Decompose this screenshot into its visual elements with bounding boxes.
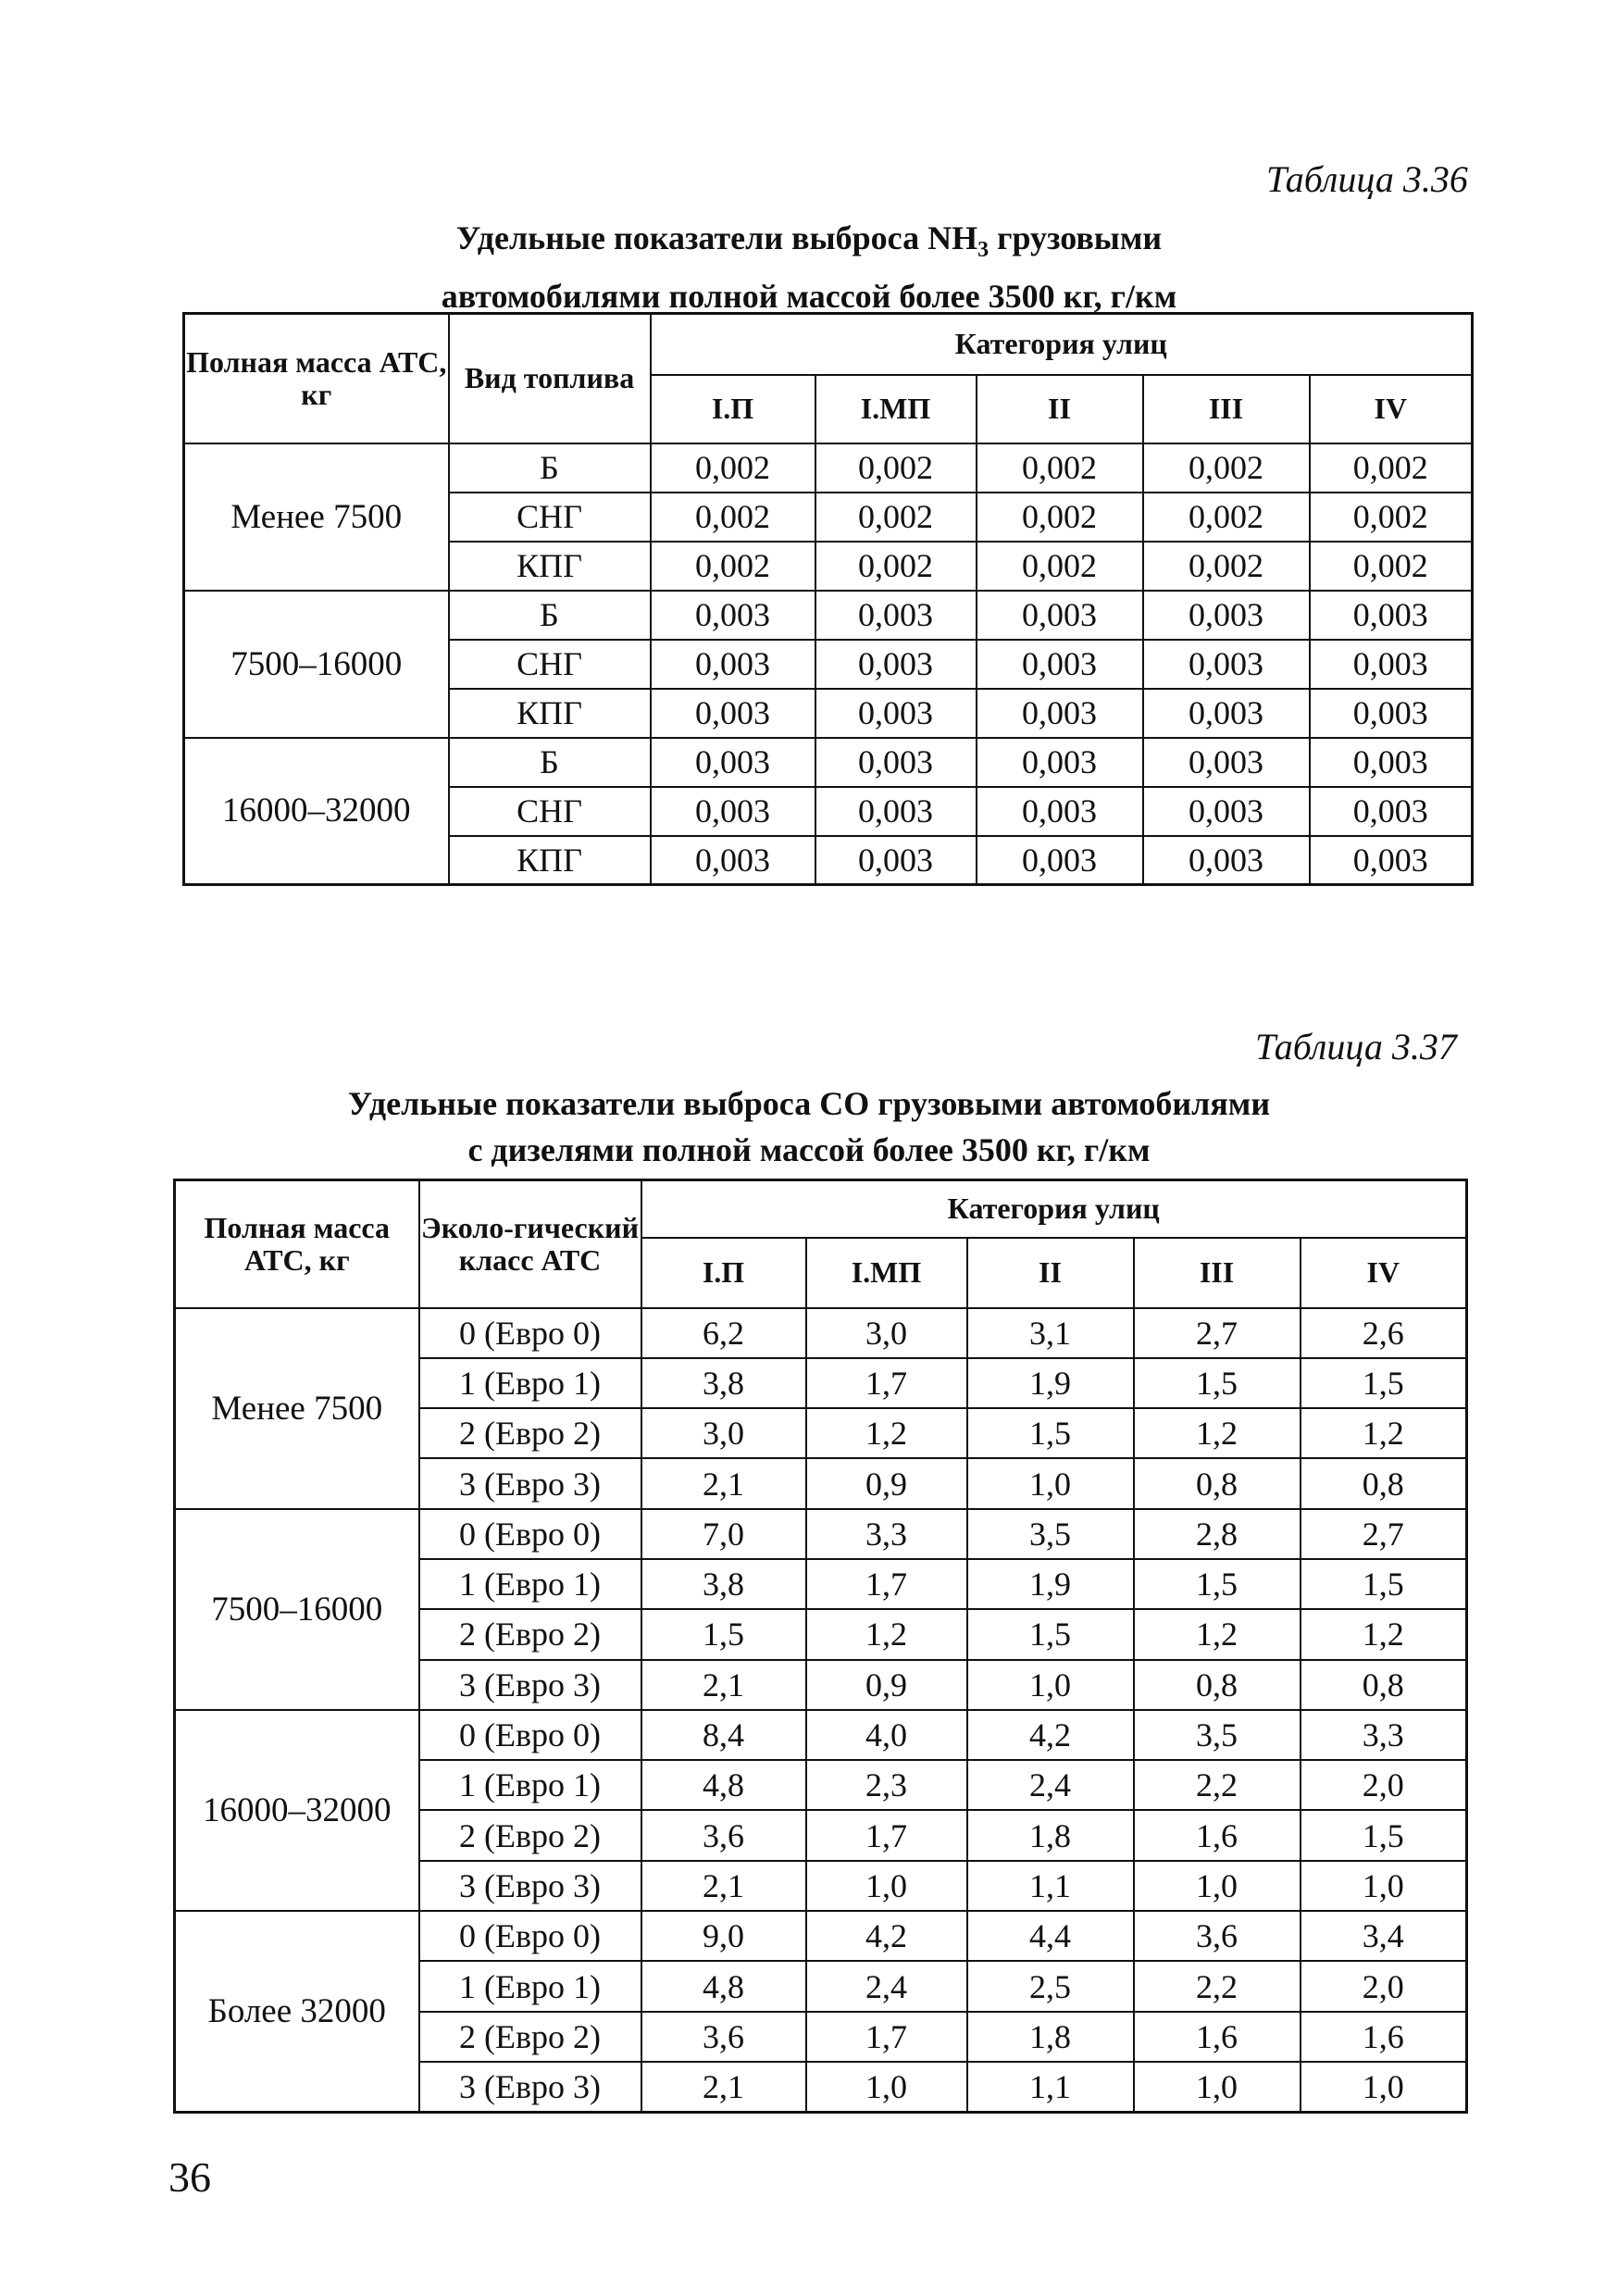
row-label-cell: 2 (Евро 2): [419, 1609, 641, 1659]
value-cell: 0,003: [1310, 738, 1473, 787]
value-cell: 2,3: [806, 1760, 967, 1810]
header-mass: Полная масса АТС, кг: [175, 1180, 419, 1308]
value-cell: 1,0: [806, 2062, 967, 2112]
mass-group-cell: Менее 7500: [175, 1308, 419, 1509]
value-cell: 1,0: [967, 1458, 1134, 1508]
value-cell: 1,0: [1134, 1861, 1301, 1911]
row-label-cell: Б: [449, 591, 651, 640]
value-cell: 3,0: [806, 1308, 967, 1358]
value-cell: 1,9: [967, 1559, 1134, 1609]
value-cell: 0,002: [1143, 542, 1310, 591]
value-cell: 0,003: [651, 591, 815, 640]
value-cell: 1,8: [967, 2012, 1134, 2062]
value-cell: 4,8: [641, 1961, 806, 2011]
value-cell: 6,2: [641, 1308, 806, 1358]
row-label-cell: Б: [449, 738, 651, 787]
value-cell: 4,2: [967, 1710, 1134, 1760]
row-label-cell: 1 (Евро 1): [419, 1961, 641, 2011]
value-cell: 1,5: [1301, 1559, 1467, 1609]
value-cell: 3,6: [641, 2012, 806, 2062]
value-cell: 1,2: [806, 1609, 967, 1659]
header-column: I.МП: [815, 375, 977, 443]
value-cell: 0,003: [1143, 689, 1310, 738]
table-title-line-1: Удельные показатели выброса СО грузовыми автомобилями: [347, 1085, 1271, 1122]
value-cell: 2,1: [641, 1458, 806, 1508]
value-cell: 2,6: [1301, 1308, 1467, 1358]
value-cell: 0,002: [815, 443, 977, 493]
value-cell: 0,8: [1134, 1660, 1301, 1710]
value-cell: 1,9: [967, 1358, 1134, 1408]
value-cell: 0,003: [1310, 689, 1473, 738]
value-cell: 0,002: [1310, 542, 1473, 591]
value-cell: 3,5: [967, 1509, 1134, 1559]
value-cell: 0,003: [977, 836, 1143, 885]
header-fuel-type: Вид топлива: [449, 314, 651, 443]
table-caption: Таблица 3.37: [1255, 1026, 1457, 1067]
row-label-cell: 3 (Евро 3): [419, 1458, 641, 1508]
value-cell: 0,003: [651, 738, 815, 787]
value-cell: 1,2: [1134, 1609, 1301, 1659]
value-cell: 0,002: [1143, 493, 1310, 542]
value-cell: 1,2: [806, 1408, 967, 1458]
value-cell: 1,2: [1301, 1609, 1467, 1659]
row-label-cell: Б: [449, 443, 651, 493]
value-cell: 0,003: [1310, 591, 1473, 640]
mass-group-cell: Более 32000: [175, 1911, 419, 2112]
value-cell: 2,1: [641, 2062, 806, 2112]
value-cell: 0,003: [1143, 836, 1310, 885]
row-label-cell: 0 (Евро 0): [419, 1911, 641, 1961]
value-cell: 0,003: [977, 787, 1143, 836]
value-cell: 1,5: [1301, 1810, 1467, 1860]
header-street-category: Категория улиц: [651, 314, 1473, 375]
value-cell: 0,002: [651, 542, 815, 591]
mass-group-cell: 16000–32000: [175, 1710, 419, 1911]
value-cell: 1,7: [806, 1358, 967, 1408]
value-cell: 7,0: [641, 1509, 806, 1559]
table-row: [175, 1710, 1467, 1760]
value-cell: 1,2: [1301, 1408, 1467, 1458]
value-cell: 0,003: [815, 787, 977, 836]
header-column: I.П: [651, 375, 815, 443]
value-cell: 1,5: [967, 1408, 1134, 1458]
value-cell: 1,5: [967, 1609, 1134, 1659]
value-cell: 4,4: [967, 1911, 1134, 1961]
value-cell: 1,1: [967, 1861, 1134, 1911]
value-cell: 0,003: [977, 738, 1143, 787]
value-cell: 3,3: [1301, 1710, 1467, 1760]
value-cell: 3,6: [641, 1810, 806, 1860]
table-title-line-2: с дизелями полной массой более 3500 кг, г/км: [467, 1131, 1151, 1168]
row-label-cell: 0 (Евро 0): [419, 1509, 641, 1559]
value-cell: 0,003: [651, 787, 815, 836]
header-column: III: [1134, 1238, 1301, 1308]
value-cell: 2,8: [1134, 1509, 1301, 1559]
value-cell: 1,1: [967, 2062, 1134, 2112]
value-cell: 3,5: [1134, 1710, 1301, 1760]
value-cell: 0,003: [815, 640, 977, 689]
table-row: [184, 443, 1473, 493]
value-cell: 0,9: [806, 1660, 967, 1710]
value-cell: 0,003: [1310, 787, 1473, 836]
value-cell: 1,0: [1301, 1861, 1467, 1911]
table-row: [175, 1509, 1467, 1559]
row-label-cell: СНГ: [449, 640, 651, 689]
mass-group-cell: 7500–16000: [184, 591, 449, 738]
value-cell: 2,0: [1301, 1961, 1467, 2011]
value-cell: 0,002: [815, 542, 977, 591]
value-cell: 1,7: [806, 1559, 967, 1609]
row-label-cell: КПГ: [449, 836, 651, 885]
value-cell: 2,4: [967, 1760, 1134, 1810]
header-street-category: Категория улиц: [641, 1180, 1467, 1238]
value-cell: 3,4: [1301, 1911, 1467, 1961]
value-cell: 0,002: [651, 493, 815, 542]
value-cell: 1,8: [967, 1810, 1134, 1860]
header-column: III: [1143, 375, 1310, 443]
table-row: [184, 738, 1473, 787]
value-cell: 2,5: [967, 1961, 1134, 2011]
value-cell: 3,3: [806, 1509, 967, 1559]
row-label-cell: 1 (Евро 1): [419, 1760, 641, 1810]
header-column: IV: [1310, 375, 1473, 443]
value-cell: 3,6: [1134, 1911, 1301, 1961]
value-cell: 0,003: [815, 591, 977, 640]
value-cell: 0,003: [1143, 738, 1310, 787]
row-label-cell: 1 (Евро 1): [419, 1358, 641, 1408]
value-cell: 2,7: [1301, 1509, 1467, 1559]
header-column: I.МП: [806, 1238, 967, 1308]
value-cell: 1,6: [1301, 2012, 1467, 2062]
header-column: I.П: [641, 1238, 806, 1308]
value-cell: 4,8: [641, 1760, 806, 1810]
row-label-cell: 0 (Евро 0): [419, 1710, 641, 1760]
value-cell: 9,0: [641, 1911, 806, 1961]
title-text: грузовыми: [989, 219, 1163, 256]
table-caption: Таблица 3.36: [1266, 158, 1468, 200]
row-label-cell: 3 (Евро 3): [419, 1861, 641, 1911]
value-cell: 1,0: [1301, 2062, 1467, 2112]
value-cell: 0,8: [1301, 1660, 1467, 1710]
table-title-line-2: автомобилями полной массой более 3500 кг, г/км: [441, 278, 1177, 316]
value-cell: 1,5: [1301, 1358, 1467, 1408]
value-cell: 0,9: [806, 1458, 967, 1508]
header-column: IV: [1301, 1238, 1467, 1308]
value-cell: 0,002: [977, 493, 1143, 542]
value-cell: 0,8: [1134, 1458, 1301, 1508]
value-cell: 0,003: [977, 689, 1143, 738]
value-cell: 2,1: [641, 1660, 806, 1710]
value-cell: 0,002: [977, 542, 1143, 591]
value-cell: 1,6: [1134, 1810, 1301, 1860]
row-label-cell: 0 (Евро 0): [419, 1308, 641, 1358]
value-cell: 2,1: [641, 1861, 806, 1911]
title-subscript: 3: [977, 238, 989, 263]
row-label-cell: СНГ: [449, 493, 651, 542]
value-cell: 0,002: [651, 443, 815, 493]
value-cell: 8,4: [641, 1710, 806, 1760]
page-number: 36: [168, 2153, 211, 2201]
value-cell: 1,0: [967, 1660, 1134, 1710]
value-cell: 2,2: [1134, 1961, 1301, 2011]
title-text: Удельные показатели выброса NH: [455, 219, 978, 256]
value-cell: 3,8: [641, 1358, 806, 1408]
value-cell: 0,003: [651, 836, 815, 885]
table-row: [184, 591, 1473, 640]
value-cell: 0,003: [815, 836, 977, 885]
co-emission-table: [173, 1179, 1468, 2114]
value-cell: 2,0: [1301, 1760, 1467, 1810]
value-cell: 0,002: [1310, 443, 1473, 493]
header-eco-class: Эколо-гический класс АТС: [419, 1180, 641, 1308]
value-cell: 1,7: [806, 1810, 967, 1860]
value-cell: 1,5: [641, 1609, 806, 1659]
value-cell: 3,0: [641, 1408, 806, 1458]
row-label-cell: 1 (Евро 1): [419, 1559, 641, 1609]
value-cell: 1,0: [1134, 2062, 1301, 2112]
row-label-cell: КПГ: [449, 689, 651, 738]
value-cell: 1,5: [1134, 1358, 1301, 1408]
header-mass: Полная масса АТС, кг: [184, 314, 449, 443]
header-column: II: [967, 1238, 1134, 1308]
row-label-cell: 2 (Евро 2): [419, 2012, 641, 2062]
mass-group-cell: Менее 7500: [184, 443, 449, 591]
value-cell: 0,003: [977, 640, 1143, 689]
value-cell: 0,003: [1310, 836, 1473, 885]
row-label-cell: КПГ: [449, 542, 651, 591]
value-cell: 0,003: [977, 591, 1143, 640]
row-label-cell: 3 (Евро 3): [419, 1660, 641, 1710]
value-cell: 1,2: [1134, 1408, 1301, 1458]
value-cell: 3,1: [967, 1308, 1134, 1358]
value-cell: 0,002: [1143, 443, 1310, 493]
value-cell: 0,003: [815, 738, 977, 787]
value-cell: 0,003: [651, 689, 815, 738]
value-cell: 0,003: [1310, 640, 1473, 689]
value-cell: 0,002: [977, 443, 1143, 493]
value-cell: 2,4: [806, 1961, 967, 2011]
table-row: [175, 1911, 1467, 1961]
value-cell: 4,0: [806, 1710, 967, 1760]
value-cell: 1,5: [1134, 1559, 1301, 1609]
value-cell: 2,2: [1134, 1760, 1301, 1810]
value-cell: 0,003: [815, 689, 977, 738]
value-cell: 0,002: [1310, 493, 1473, 542]
value-cell: 4,2: [806, 1911, 967, 1961]
value-cell: 1,0: [806, 1861, 967, 1911]
nh3-emission-table: [182, 312, 1474, 886]
table-row: [175, 1308, 1467, 1358]
table-title: [0, 215, 1618, 319]
value-cell: 0,002: [815, 493, 977, 542]
value-cell: 0,003: [1143, 787, 1310, 836]
table-title: [0, 1080, 1618, 1173]
header-column: II: [977, 375, 1143, 443]
value-cell: 3,8: [641, 1559, 806, 1609]
value-cell: 2,7: [1134, 1308, 1301, 1358]
row-label-cell: 3 (Евро 3): [419, 2062, 641, 2112]
mass-group-cell: 16000–32000: [184, 738, 449, 885]
value-cell: 1,6: [1134, 2012, 1301, 2062]
value-cell: 1,7: [806, 2012, 967, 2062]
mass-group-cell: 7500–16000: [175, 1509, 419, 1710]
value-cell: 0,003: [651, 640, 815, 689]
row-label-cell: 2 (Евро 2): [419, 1408, 641, 1458]
row-label-cell: СНГ: [449, 787, 651, 836]
value-cell: 0,003: [1143, 640, 1310, 689]
value-cell: 0,8: [1301, 1458, 1467, 1508]
value-cell: 0,003: [1143, 591, 1310, 640]
table-title-line-1: [0, 215, 1618, 273]
row-label-cell: 2 (Евро 2): [419, 1810, 641, 1860]
